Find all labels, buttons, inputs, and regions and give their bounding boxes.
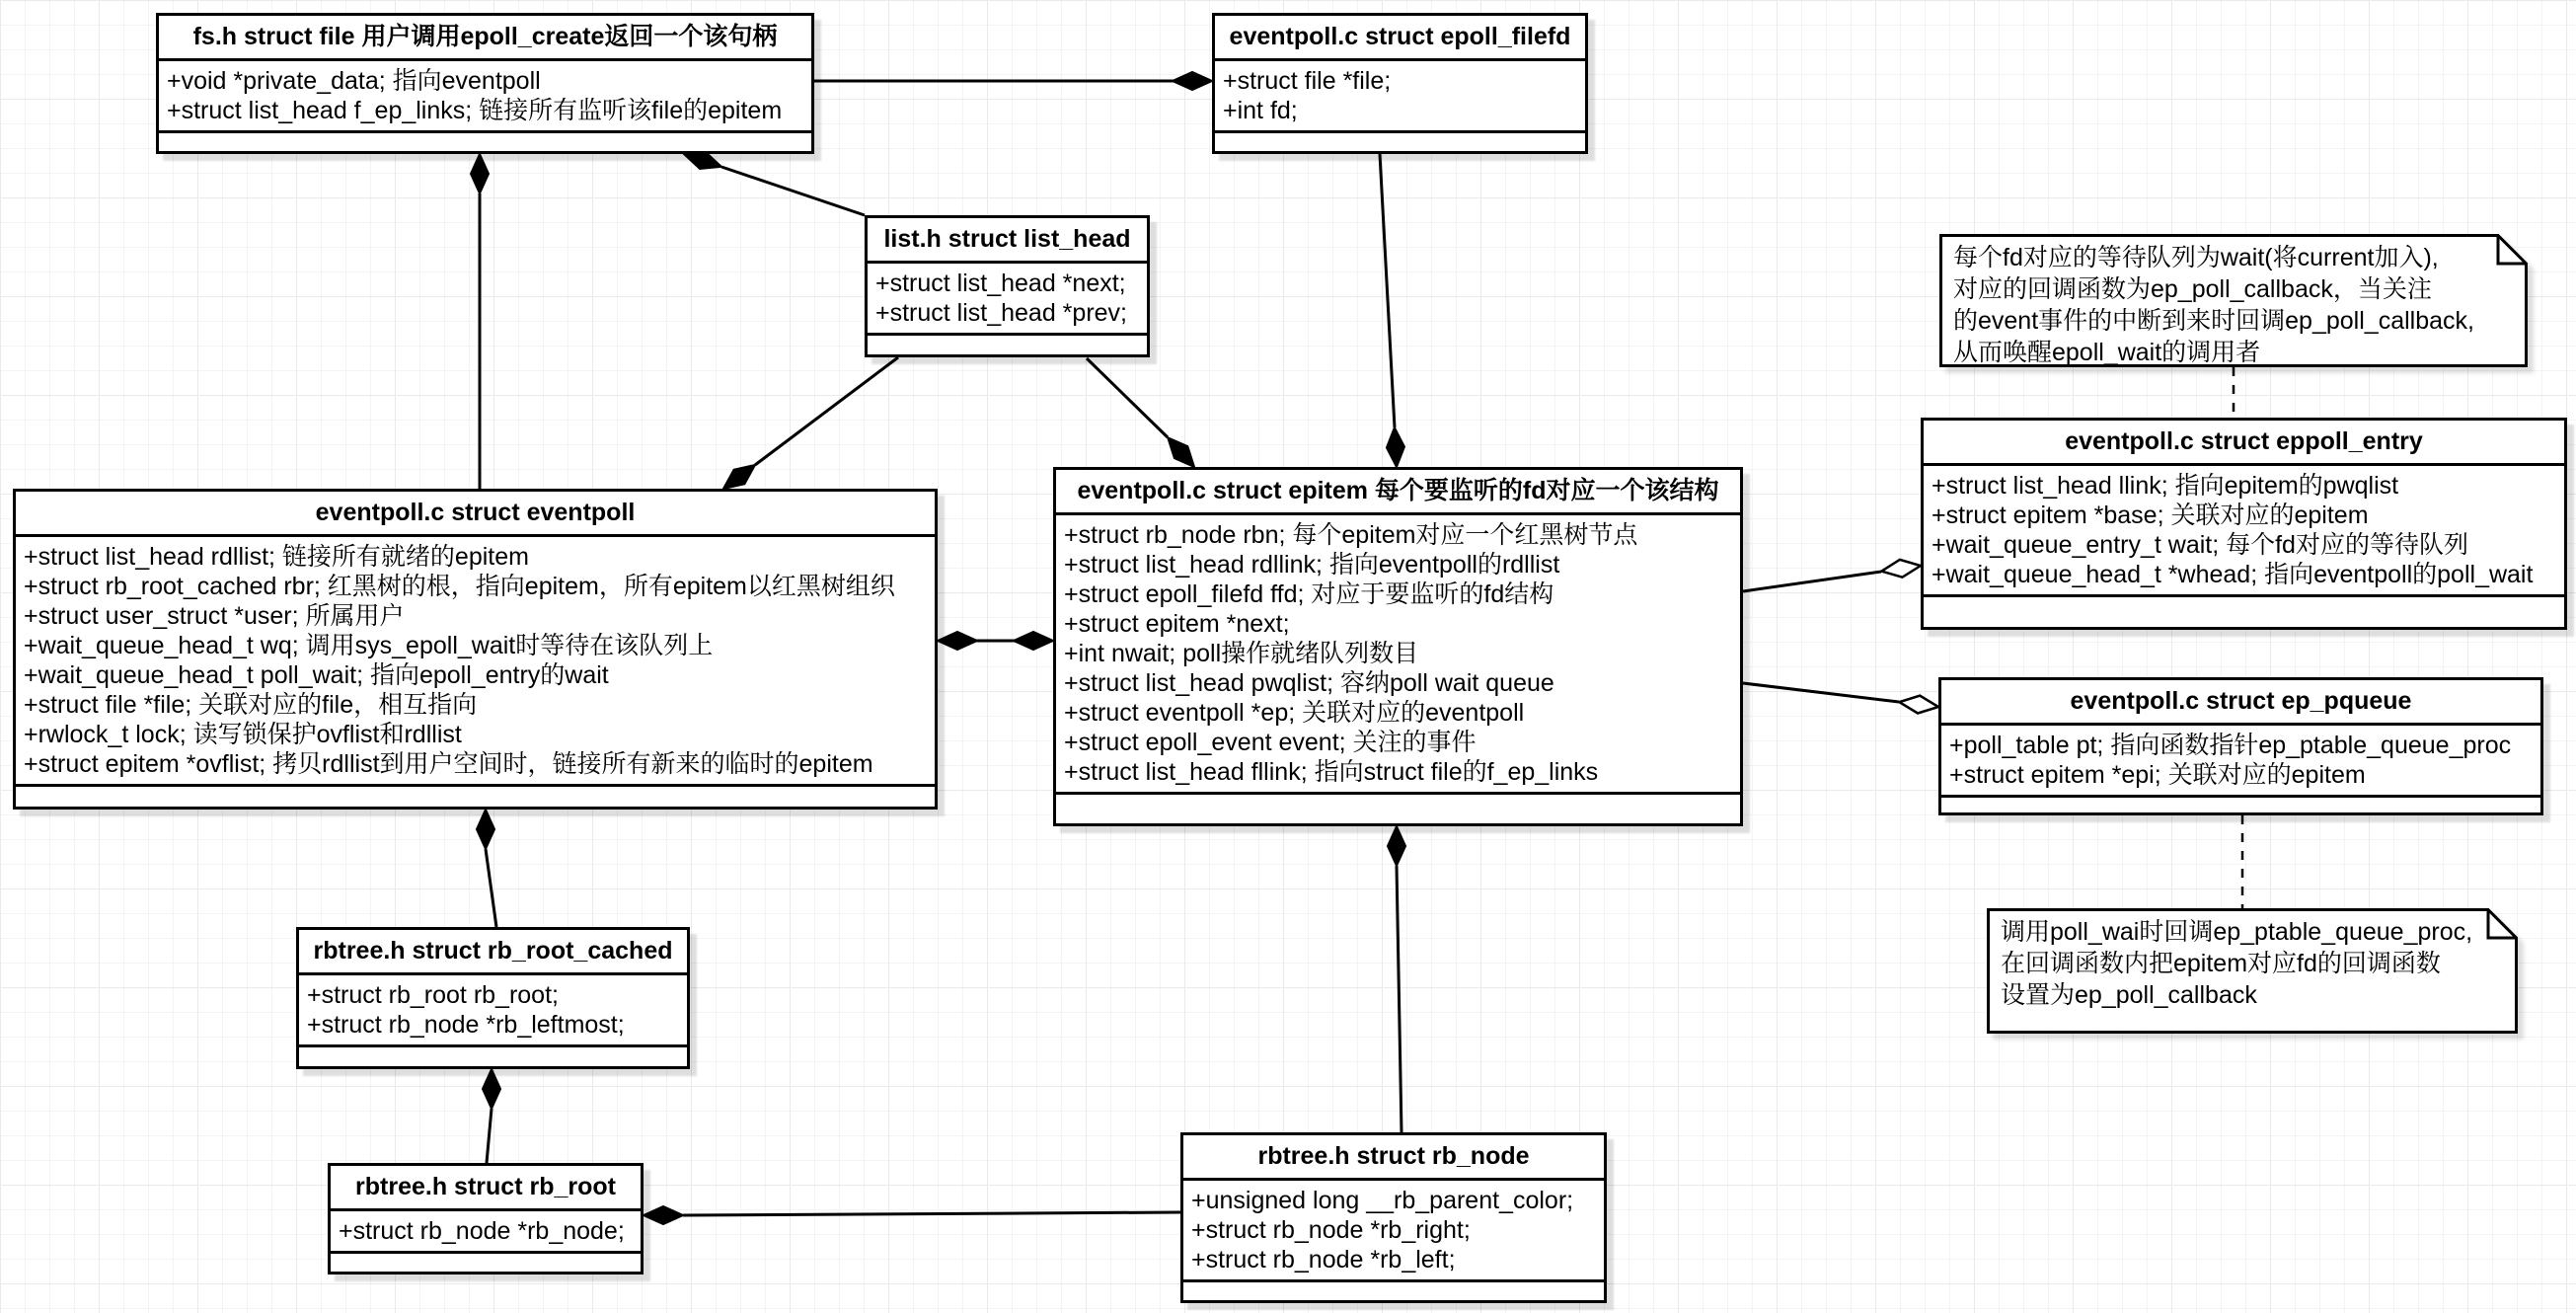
note-line: 设置为ep_poll_callback <box>2001 981 2257 1009</box>
note-line: 从而唤醒epoll_wait的调用者 <box>1953 339 2261 366</box>
class-rb_root-box[interactable] <box>328 1163 644 1274</box>
edge-rb_root_cached-eventpoll[interactable] <box>477 810 496 927</box>
note-line: 每个fd对应的等待队列为wait(将current加入), <box>1953 244 2439 271</box>
class-eppoll_entry-methods-empty <box>1924 594 2564 627</box>
field: +struct list_head pwqlist; 容纳poll wait queue <box>1064 669 1554 697</box>
class-rb_root-fields <box>331 1211 641 1251</box>
class-ep_pqueue-fields <box>1941 726 2540 795</box>
field: +void *private_data; 指向eventpoll <box>167 67 541 95</box>
edge-rb_node-epitem[interactable] <box>1388 826 1405 1132</box>
note-line: 的event事件的中断到来时回调ep_poll_callback, <box>1953 307 2474 335</box>
edge-epitem-eppoll_entry[interactable] <box>1743 557 1922 591</box>
class-eventpoll-box[interactable] <box>13 489 938 810</box>
field: +struct rb_root rb_root; <box>307 981 559 1009</box>
field: +wait_queue_head_t wq; 调用sys_epoll_wait时等待在该队列上 <box>24 632 714 659</box>
class-rb_root_cached-title: rbtree.h struct rb_root_cached <box>299 930 687 975</box>
class-rb_root-title: rbtree.h struct rb_root <box>331 1166 641 1211</box>
field: +struct epoll_event event; 关注的事件 <box>1064 729 1477 756</box>
note-line: 在回调函数内把epitem对应fd的回调函数 <box>2001 950 2441 977</box>
note-poll-callback-text <box>1987 908 2518 1011</box>
edge-file-epoll_filefd[interactable] <box>814 72 1212 90</box>
field: +struct list_head llink; 指向epitem的pwqlist <box>1932 472 2399 500</box>
edge-list_head-file[interactable] <box>681 145 865 215</box>
edge-list_head-epitem[interactable] <box>1087 358 1201 473</box>
class-list_head-methods-empty <box>868 333 1147 354</box>
class-rb_node-methods-empty <box>1183 1279 1604 1300</box>
note-poll-callback[interactable] <box>1987 908 2518 1034</box>
class-epoll_filefd-fields <box>1215 61 1585 130</box>
field: +struct rb_root_cached rbr; 红黑树的根，指向epitem，所有epitem以红黑树组织 <box>24 573 895 600</box>
class-eventpoll-fields <box>16 537 935 784</box>
field: +wait_queue_head_t *whead; 指向eventpoll的poll_wait <box>1932 561 2534 588</box>
note-line: 调用poll_wai时回调ep_ptable_queue_proc, <box>2001 918 2473 946</box>
class-epitem-fields <box>1056 515 1740 792</box>
class-epitem-title: eventpoll.c struct epitem 每个要监听的fd对应一个该结构 <box>1056 470 1740 515</box>
class-ep_pqueue-title: eventpoll.c struct ep_pqueue <box>1941 680 2540 726</box>
class-file-title: fs.h struct file 用户调用epoll_create返回一个该句柄 <box>159 16 811 61</box>
class-eppoll_entry-fields <box>1924 466 2564 594</box>
note-wait-queue[interactable] <box>1939 234 2528 367</box>
field: +struct epitem *epi; 关联对应的epitem <box>1949 761 2366 789</box>
class-rb_node-fields <box>1183 1181 1604 1279</box>
field: +struct list_head rdllink; 指向eventpoll的rdllist <box>1064 551 1560 579</box>
field: +int nwait; poll操作就绪队列数目 <box>1064 640 1419 667</box>
field: +unsigned long __rb_parent_color; <box>1191 1187 1574 1214</box>
field: +struct rb_node rbn; 每个epitem对应一个红黑树节点 <box>1064 521 1638 549</box>
class-epoll_filefd-box[interactable] <box>1212 13 1588 154</box>
field: +struct list_head *prev; <box>875 299 1127 327</box>
edge-epoll_filefd-epitem[interactable] <box>1380 154 1405 467</box>
field: +struct epitem *base; 关联对应的epitem <box>1932 502 2369 529</box>
field: +struct file *file; 关联对应的file，相互指向 <box>24 691 478 719</box>
class-ep_pqueue-methods-empty <box>1941 795 2540 812</box>
class-rb_root-methods-empty <box>331 1251 641 1272</box>
class-eppoll_entry-box[interactable] <box>1921 418 2567 630</box>
field: +struct list_head rdllist; 链接所有就绪的epitem <box>24 543 529 571</box>
field: +rwlock_t lock; 读写锁保护ovflist和rdllist <box>24 721 462 748</box>
field: +struct rb_node *rb_leftmost; <box>307 1011 625 1039</box>
field: +struct epoll_filefd ffd; 对应于要监听的fd结构 <box>1064 580 1554 608</box>
class-rb_node-box[interactable] <box>1180 1132 1607 1303</box>
field: +struct list_head *next; <box>875 270 1126 297</box>
class-epitem-box[interactable] <box>1053 467 1743 826</box>
edge-rb_root-rb_root_cached[interactable] <box>483 1069 500 1163</box>
class-list_head-title: list.h struct list_head <box>868 218 1147 264</box>
field: +struct rb_node *rb_node; <box>339 1217 625 1245</box>
class-rb_node-title: rbtree.h struct rb_node <box>1183 1135 1604 1181</box>
note-wait-queue-text <box>1939 234 2528 368</box>
field: +struct file *file; <box>1223 67 1392 95</box>
class-eventpoll-methods-empty <box>16 784 935 807</box>
class-rb_root_cached-methods-empty <box>299 1044 687 1066</box>
field: +struct list_head fllink; 指向struct file的f_ep_links <box>1064 758 1599 786</box>
field: +struct user_struct *user; 所属用户 <box>24 602 405 630</box>
class-file-methods-empty <box>159 130 811 151</box>
edge-eventpoll-file[interactable] <box>471 154 489 489</box>
field: +wait_queue_head_t poll_wait; 指向epoll_entry的wait <box>24 661 609 689</box>
edge-epitem-ep_pqueue[interactable] <box>1743 683 1939 716</box>
field: +struct rb_node *rb_left; <box>1191 1246 1456 1274</box>
class-list_head-box[interactable] <box>865 215 1150 357</box>
class-file-fields <box>159 61 811 130</box>
field: +struct epitem *ovflist; 拷贝rdllist到用户空间时，链接所有新来的临时的epitem <box>24 750 873 778</box>
class-ep_pqueue-box[interactable] <box>1938 677 2543 815</box>
field: +struct eventpoll *ep; 关联对应的eventpoll <box>1064 699 1525 727</box>
class-epoll_filefd-title: eventpoll.c struct epoll_filefd <box>1215 16 1585 61</box>
note-line: 对应的回调函数为ep_poll_callback，当关注 <box>1953 275 2432 303</box>
field: +struct list_head f_ep_links; 链接所有监听该file的epitem <box>167 97 783 124</box>
class-rb_root_cached-box[interactable] <box>296 927 690 1069</box>
field: +wait_queue_entry_t wait; 每个fd对应的等待队列 <box>1932 531 2468 559</box>
edge-eventpoll-epitem[interactable] <box>938 632 1053 650</box>
edge-list_head-eventpoll[interactable] <box>719 357 898 496</box>
class-rb_root_cached-fields <box>299 975 687 1044</box>
class-epoll_filefd-methods-empty <box>1215 130 1585 151</box>
class-list_head-fields <box>868 264 1147 333</box>
field: +int fd; <box>1223 97 1298 124</box>
class-eppoll_entry-title: eventpoll.c struct eppoll_entry <box>1924 421 2564 466</box>
class-epitem-methods-empty <box>1056 792 1740 823</box>
field: +struct rb_node *rb_right; <box>1191 1216 1471 1244</box>
field: +poll_table pt; 指向函数指针ep_ptable_queue_proc <box>1949 732 2512 759</box>
field: +struct epitem *next; <box>1064 610 1290 638</box>
class-file-box[interactable] <box>156 13 814 154</box>
class-eventpoll-title: eventpoll.c struct eventpoll <box>16 492 935 537</box>
edge-rb_node-rb_root[interactable] <box>644 1206 1180 1224</box>
